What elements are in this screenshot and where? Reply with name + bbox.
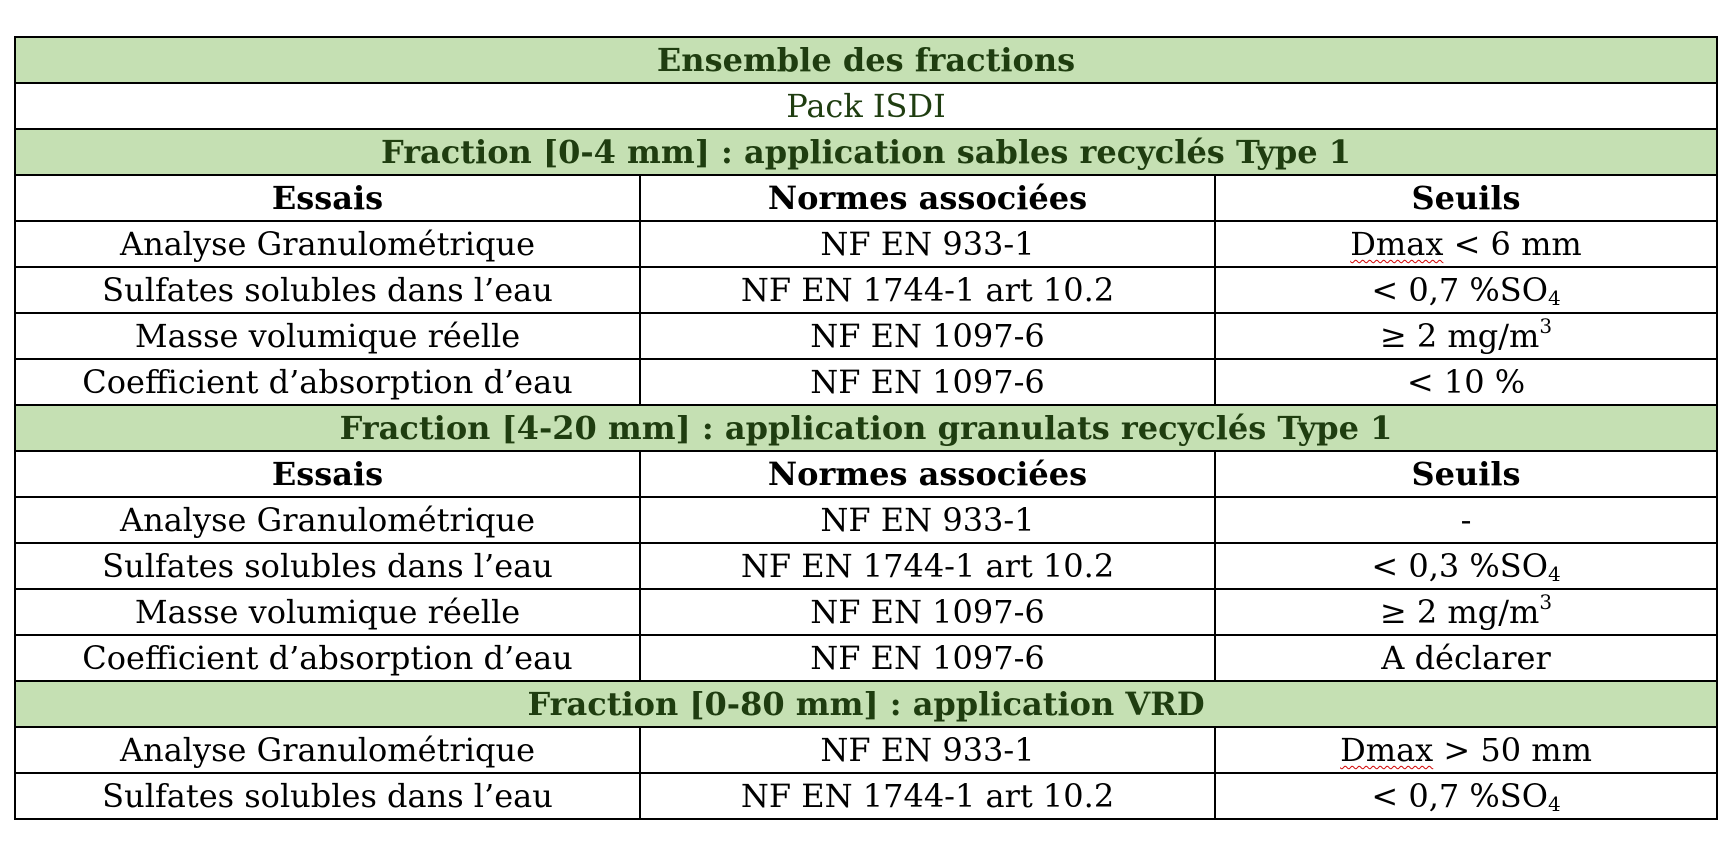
essai-cell: Sulfates solubles dans l’eau	[15, 267, 640, 313]
essai-cell: Analyse Granulométrique	[15, 221, 640, 267]
seuil-cell	[1215, 313, 1717, 359]
section-heading: Fraction [4-20 mm] : application granulats recyclés Type 1	[15, 405, 1717, 451]
section-heading: Fraction [0-80 mm] : application VRD	[15, 681, 1717, 727]
essai-cell: Sulfates solubles dans l’eau	[15, 543, 640, 589]
column-header-row	[15, 451, 1717, 497]
seuil-value: ≥ 2 mg/m	[1379, 593, 1540, 631]
essai-cell: Masse volumique réelle	[15, 589, 640, 635]
seuil-value: < 0,7 %SO	[1371, 271, 1548, 309]
norme-cell: NF EN 933-1	[640, 497, 1215, 543]
table-row	[15, 589, 1717, 635]
column-header-normes: Normes associées	[640, 451, 1215, 497]
table-row	[15, 497, 1717, 543]
column-header-seuils: Seuils	[1215, 451, 1717, 497]
pack-label: Pack ISDI	[15, 83, 1717, 129]
table-row	[15, 221, 1717, 267]
norme-cell: NF EN 1097-6	[640, 313, 1215, 359]
column-header-row	[15, 175, 1717, 221]
seuil-cell	[1215, 727, 1717, 773]
norme-cell: NF EN 1097-6	[640, 589, 1215, 635]
seuil-cell	[1215, 267, 1717, 313]
seuil-subscript: 4	[1547, 792, 1561, 816]
table-row	[15, 773, 1717, 819]
table-row	[15, 359, 1717, 405]
pack-row	[15, 83, 1717, 129]
seuil-value: < 10 %	[1406, 363, 1526, 401]
section-heading-row	[15, 681, 1717, 727]
seuil-cell	[1215, 773, 1717, 819]
norme-cell: NF EN 1744-1 art 10.2	[640, 773, 1215, 819]
norme-cell: NF EN 1744-1 art 10.2	[640, 267, 1215, 313]
seuil-value: < 6 mm	[1443, 225, 1582, 263]
seuil-value: < 0,7 %SO	[1371, 777, 1548, 815]
column-header-normes: Normes associées	[640, 175, 1215, 221]
column-header-essais: Essais	[15, 175, 640, 221]
seuil-value: -	[1460, 501, 1472, 539]
essai-cell: Coefficient d’absorption d’eau	[15, 359, 640, 405]
table-row	[15, 313, 1717, 359]
seuil-value: A déclarer	[1381, 639, 1551, 677]
seuil-cell	[1215, 497, 1717, 543]
norme-cell: NF EN 1097-6	[640, 635, 1215, 681]
section-heading: Fraction [0-4 mm] : application sables recyclés Type 1	[15, 129, 1717, 175]
seuil-cell	[1215, 589, 1717, 635]
seuil-superscript: 3	[1539, 590, 1553, 614]
seuil-value: ≥ 2 mg/m	[1379, 317, 1540, 355]
seuil-value: > 50 mm	[1433, 731, 1592, 769]
seuil-subscript: 4	[1547, 286, 1561, 310]
requirements-table	[14, 36, 1718, 820]
column-header-seuils: Seuils	[1215, 175, 1717, 221]
column-header-essais: Essais	[15, 451, 640, 497]
seuil-cell	[1215, 635, 1717, 681]
essai-cell: Sulfates solubles dans l’eau	[15, 773, 640, 819]
section-heading-row	[15, 405, 1717, 451]
seuil-superscript: 3	[1539, 314, 1553, 338]
table-row	[15, 635, 1717, 681]
seuil-subscript: 4	[1547, 562, 1561, 586]
table-title-row	[15, 37, 1717, 83]
seuil-cell	[1215, 543, 1717, 589]
table-row	[15, 543, 1717, 589]
essai-cell: Masse volumique réelle	[15, 313, 640, 359]
dmax-term: Dmax	[1350, 225, 1444, 263]
table-title: Ensemble des fractions	[15, 37, 1717, 83]
dmax-term: Dmax	[1340, 731, 1434, 769]
section-heading-row	[15, 129, 1717, 175]
essai-cell: Coefficient d’absorption d’eau	[15, 635, 640, 681]
table-row	[15, 727, 1717, 773]
seuil-value: < 0,3 %SO	[1371, 547, 1548, 585]
norme-cell: NF EN 933-1	[640, 221, 1215, 267]
norme-cell: NF EN 933-1	[640, 727, 1215, 773]
norme-cell: NF EN 1744-1 art 10.2	[640, 543, 1215, 589]
norme-cell: NF EN 1097-6	[640, 359, 1215, 405]
table-row	[15, 267, 1717, 313]
seuil-cell	[1215, 359, 1717, 405]
seuil-cell	[1215, 221, 1717, 267]
essai-cell: Analyse Granulométrique	[15, 497, 640, 543]
essai-cell: Analyse Granulométrique	[15, 727, 640, 773]
